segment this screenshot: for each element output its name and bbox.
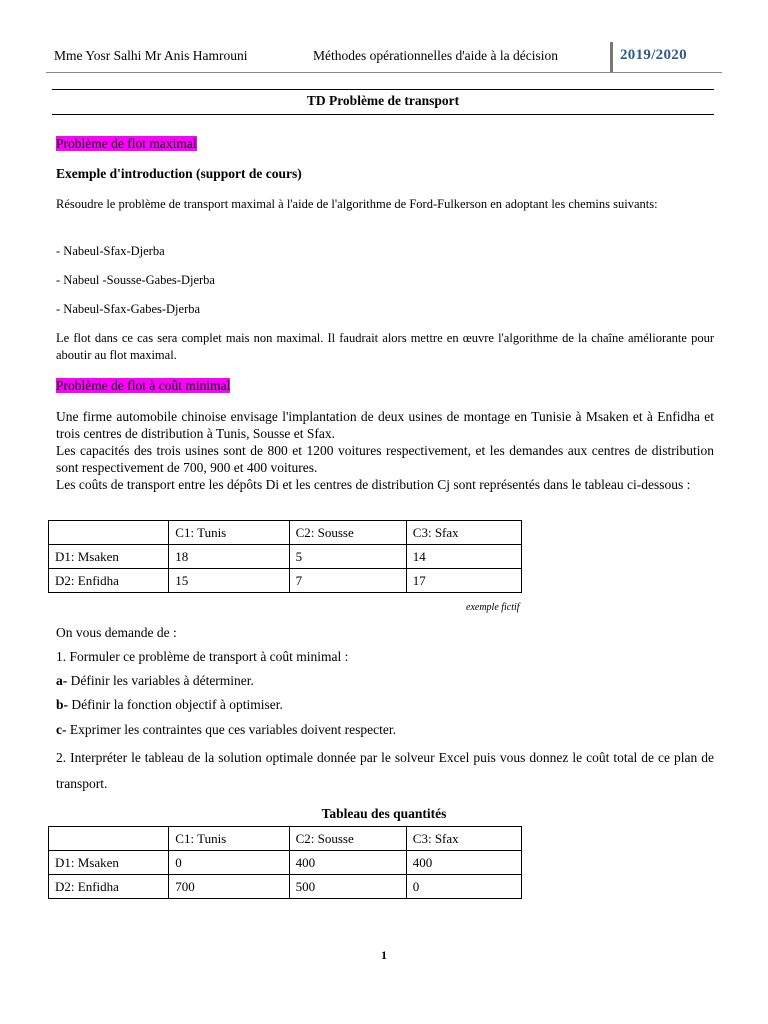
section2-heading-wrap — [56, 377, 714, 394]
question-1c — [56, 721, 714, 738]
header-year: 2019/2020 — [620, 47, 687, 63]
table-cell: 0 — [169, 851, 289, 875]
table-row-label: D2: Enfidha — [49, 569, 169, 593]
header-authors: Mme Yosr Salhi Mr Anis Hamrouni — [54, 48, 248, 63]
table-note: exemple fictif — [466, 602, 520, 613]
section2-heading: Problème de flot à coût minimal — [56, 378, 231, 393]
table-cell: 14 — [406, 545, 521, 569]
table-cell: 0 — [406, 875, 521, 899]
section2-para1: Une firme automobile chinoise envisage l'implantation de deux usines de montage en Tunisie à Msaken et à Enfidha et trois centres de distribution à Tunis, Sousse et Sfax. — [56, 409, 714, 441]
section2-para3: Les coûts de transport entre les dépôts Di et les centres de distribution Cj sont représentés dans le tableau ci-dessous : — [56, 477, 691, 492]
table-row — [49, 545, 522, 569]
table-row — [49, 851, 522, 875]
table-row-label: D1: Msaken — [49, 851, 169, 875]
table-header-cell: C1: Tunis — [169, 521, 289, 545]
question-1a-label: a- — [56, 673, 68, 688]
table-cell: 400 — [406, 851, 521, 875]
table-header-cell: C2: Sousse — [289, 521, 406, 545]
question-1a-text: Définir les variables à déterminer. — [67, 673, 254, 688]
path-item: - Nabeul-Sfax-Gabes-Djerba — [56, 302, 201, 316]
section1-subheading: Exemple d'introduction (support de cours) — [56, 166, 302, 181]
header-course: Méthodes opérationnelles d'aide à la décision — [313, 48, 558, 63]
document-title: TD Problème de transport — [306, 93, 460, 108]
question-1a — [56, 672, 714, 689]
header-rule — [46, 72, 722, 73]
table-header-row — [49, 521, 522, 545]
header-divider — [610, 42, 613, 72]
section2-para2: Les capacités des trois usines sont de 800 et 1200 voitures respectivement, et les demandes aux centres de distribution sont respectivement de 700, 900 et 400 voitures. — [56, 443, 714, 475]
question-1b-text: Définir la fonction objectif à optimiser. — [68, 697, 283, 712]
path-item: - Nabeul-Sfax-Djerba — [56, 244, 165, 258]
table-cell: 18 — [169, 545, 289, 569]
table-cell: 7 — [289, 569, 406, 593]
path-item: - Nabeul -Sousse-Gabes-Djerba — [56, 273, 215, 287]
table-cell — [49, 827, 169, 851]
cost-table — [48, 520, 522, 593]
table-header-cell: C1: Tunis — [169, 827, 289, 851]
table-row — [49, 569, 522, 593]
table-cell — [49, 521, 169, 545]
question-1c-text: Exprimer les contraintes que ces variables doivent respecter. — [66, 722, 396, 737]
table-cell: 700 — [169, 875, 289, 899]
table-row-label: D1: Msaken — [49, 545, 169, 569]
table-header-cell: C2: Sousse — [289, 827, 406, 851]
quantity-table-title: Tableau des quantités — [321, 806, 447, 821]
section1-intro: Résoudre le problème de transport maximal à l'aide de l'algorithme de Ford-Fulkerson en adoptant les chemins suivants: — [56, 197, 658, 211]
question-1: 1. Formuler ce problème de transport à coût minimal : — [56, 649, 349, 664]
table-header-row — [49, 827, 522, 851]
page-header — [54, 46, 714, 72]
table-cell: 17 — [406, 569, 521, 593]
table-header-cell: C3: Sfax — [406, 521, 521, 545]
section1-heading: Problème de flot maximal — [56, 136, 197, 151]
table-cell: 15 — [169, 569, 289, 593]
section1-conclusion: Le flot dans ce cas sera complet mais non maximal. Il faudrait alors mettre en œuvre l'algorithme de la chaîne améliorante pour aboutir au flot maximal. — [56, 331, 714, 362]
table-row-label: D2: Enfidha — [49, 875, 169, 899]
title-box — [52, 89, 714, 115]
section1-heading-wrap — [56, 135, 714, 152]
table-cell: 500 — [289, 875, 406, 899]
quantity-table — [48, 826, 522, 899]
table-header-cell: C3: Sfax — [406, 827, 521, 851]
question-1b — [56, 696, 714, 713]
question-2: 2. Interpréter le tableau de la solution optimale donnée par le solveur Excel puis vous donnez le coût total de ce plan de transport. — [56, 750, 714, 791]
question-1b-label: b- — [56, 697, 69, 712]
questions-intro: On vous demande de : — [56, 625, 177, 640]
table-cell: 400 — [289, 851, 406, 875]
question-1c-label: c- — [56, 722, 67, 737]
table-row — [49, 875, 522, 899]
page-number: 1 — [381, 948, 387, 962]
table-cell: 5 — [289, 545, 406, 569]
